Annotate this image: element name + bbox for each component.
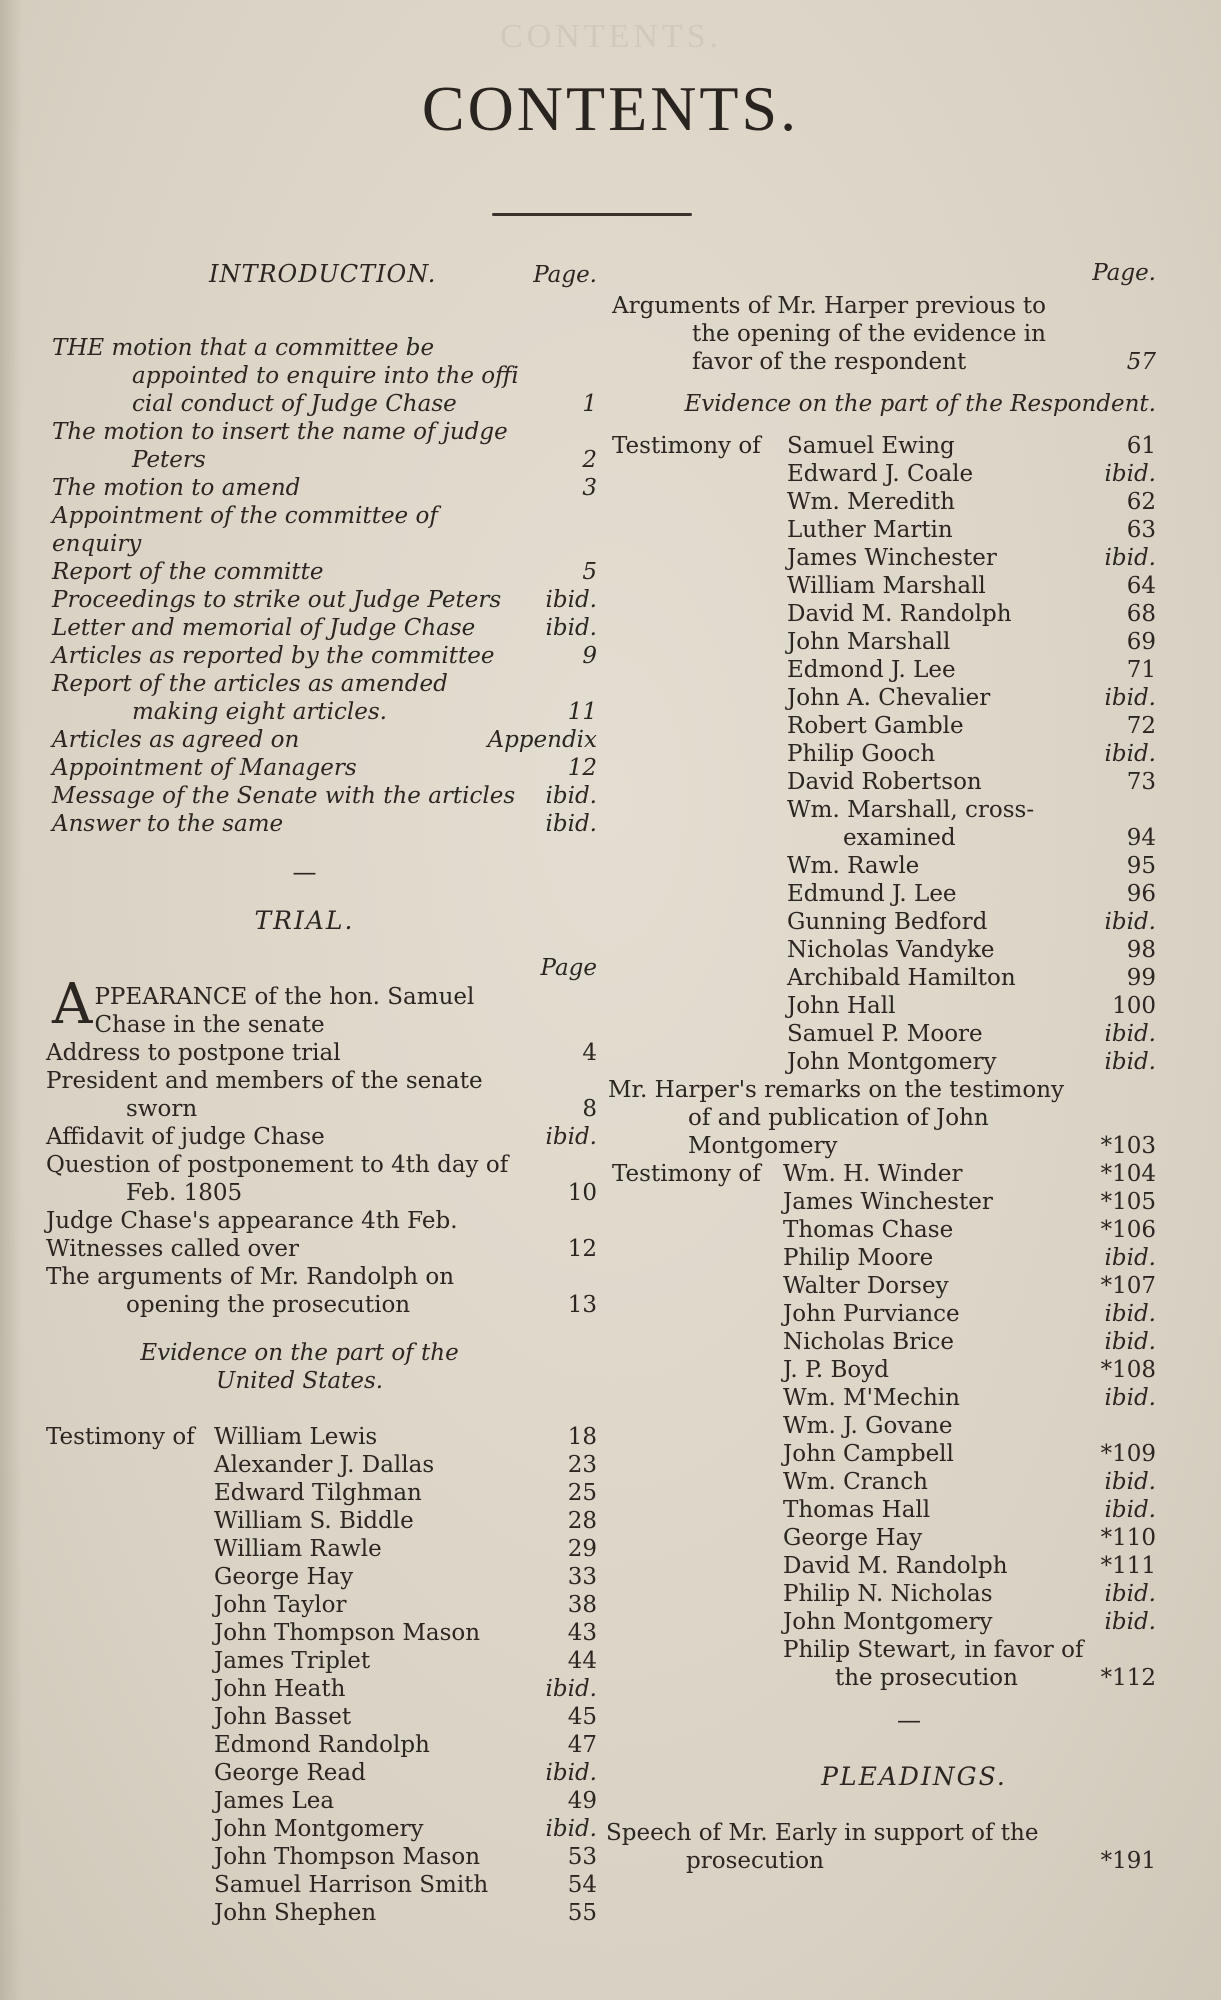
bleed-through-text: CONTENTS. bbox=[500, 18, 723, 55]
list-item: The motion to amend 3 bbox=[52, 475, 597, 501]
page-edge-shadow bbox=[0, 0, 22, 2000]
list-item: Wm. J. Govane bbox=[783, 1413, 953, 1439]
witness-list-us bbox=[214, 1423, 597, 1927]
list-item: George Hay 33 bbox=[214, 1564, 597, 1590]
testimony-second-group bbox=[612, 1160, 1156, 1692]
list-item: The motion to insert the name of judge Peters 2 bbox=[52, 419, 597, 473]
section-divider: — bbox=[897, 1706, 921, 1734]
list-item: Wm. M'Mechin ibid. bbox=[783, 1385, 1156, 1411]
list-item: Proceedings to strike out Judge Peters ibid. bbox=[52, 587, 597, 613]
list-item: William S. Biddle 28 bbox=[214, 1508, 597, 1534]
list-item: Gunning Bedford ibid. bbox=[787, 909, 1156, 935]
evidence-us-heading: Evidence on the part of the United States. bbox=[140, 1340, 459, 1394]
list-item: Edward Tilghman 25 bbox=[214, 1480, 597, 1506]
list-item: Judge Chase's appearance 4th Feb. bbox=[46, 1208, 458, 1234]
list-item: Philip Stewart, in favor of the prosecution *112 bbox=[783, 1637, 1156, 1691]
list-item: Robert Gamble 72 bbox=[787, 713, 1156, 739]
list-item: Witnesses called over 12 bbox=[46, 1236, 597, 1262]
right-column bbox=[606, 260, 1156, 1875]
list-item: William Marshall 64 bbox=[787, 573, 1156, 599]
list-item: Wm. Cranch ibid. bbox=[783, 1469, 1156, 1495]
list-item: Edmund J. Lee 96 bbox=[787, 881, 1156, 907]
list-item: David M. Randolph *111 bbox=[783, 1553, 1156, 1579]
list-item: William Lewis 18 bbox=[214, 1424, 597, 1450]
drop-cap: A bbox=[52, 972, 93, 1037]
list-item: James Lea 49 bbox=[214, 1788, 597, 1814]
list-item: John Heath ibid. bbox=[214, 1676, 597, 1702]
trial-page-label: Page bbox=[540, 955, 597, 981]
list-item: Edmond Randolph 47 bbox=[214, 1732, 597, 1758]
testimony-label: Testimony of bbox=[46, 1424, 195, 1450]
right-header bbox=[612, 260, 1156, 292]
list-item: Arguments of Mr. Harper previous to the opening of the evidence in favor of the respondent 57 bbox=[612, 293, 1156, 375]
witness-list-second bbox=[783, 1160, 1156, 1692]
page-column-label-right: Page. bbox=[1092, 260, 1156, 286]
list-item: John Taylor 38 bbox=[214, 1592, 597, 1618]
list-item: John Montgomery ibid. bbox=[214, 1816, 597, 1842]
list-item: Wm. Marshall, cross-examined 94 bbox=[787, 797, 1156, 851]
list-item: Philip Moore ibid. bbox=[783, 1245, 1156, 1271]
list-item: Samuel P. Moore ibid. bbox=[787, 1021, 1156, 1047]
list-item: John A. Chevalier ibid. bbox=[787, 685, 1156, 711]
list-item: Affidavit of judge Chase ibid. bbox=[46, 1124, 597, 1150]
list-item: Thomas Chase *106 bbox=[783, 1217, 1156, 1243]
list-item: THE motion that a committee be appointed to enquire into the offi cial conduct of Judge Chase 1 bbox=[52, 335, 597, 417]
list-item: Speech of Mr. Early in support of the prosecution *191 bbox=[606, 1820, 1156, 1874]
list-item: John Thompson Mason 43 bbox=[214, 1620, 597, 1646]
testimony-label: Testimony of bbox=[612, 1161, 761, 1187]
list-item: Nicholas Brice ibid. bbox=[783, 1329, 1156, 1355]
list-item: Question of postponement to 4th day of Feb. 1805 10 bbox=[46, 1152, 597, 1206]
trial-list bbox=[46, 1039, 597, 1319]
list-item: Wm. Rawle 95 bbox=[787, 853, 1156, 879]
list-item: Wm. Meredith 62 bbox=[787, 489, 1156, 515]
testimony-label: Testimony of bbox=[612, 433, 761, 459]
list-item: James Winchester ibid. bbox=[787, 545, 1156, 571]
list-item: Edward J. Coale ibid. bbox=[787, 461, 1156, 487]
introduction-heading: INTRODUCTION. bbox=[209, 260, 437, 288]
introduction-list bbox=[52, 334, 597, 838]
list-item: John Montgomery ibid. bbox=[783, 1609, 1156, 1635]
list-item: Address to postpone trial 4 bbox=[46, 1040, 597, 1066]
list-item: Wm. H. Winder *104 bbox=[783, 1161, 1156, 1187]
list-item: Alexander J. Dallas 23 bbox=[214, 1452, 597, 1478]
list-item: John Montgomery ibid. bbox=[787, 1049, 1156, 1075]
list-item: Answer to the same ibid. bbox=[52, 811, 597, 837]
list-item: John Hall 100 bbox=[787, 993, 1156, 1019]
page-column-label: Page. bbox=[533, 262, 597, 288]
list-item: Philip Gooch ibid. bbox=[787, 741, 1156, 767]
list-item: David Robertson 73 bbox=[787, 769, 1156, 795]
testimony-us-group bbox=[46, 1423, 597, 1927]
list-item: Samuel Ewing 61 bbox=[787, 433, 1156, 459]
pleadings-heading: PLEADINGS. bbox=[821, 1762, 1007, 1791]
list-item: Report of the committe 5 bbox=[52, 559, 597, 585]
list-item: J. P. Boyd *108 bbox=[783, 1357, 1156, 1383]
trial-heading: TRIAL. bbox=[254, 906, 355, 935]
evidence-respondent-heading: Evidence on the part of the Respondent. bbox=[684, 391, 1156, 417]
list-item: John Thompson Mason 53 bbox=[214, 1844, 597, 1870]
list-item: James Winchester *105 bbox=[783, 1189, 1156, 1215]
list-item: William Rawle 29 bbox=[214, 1536, 597, 1562]
title-rule bbox=[492, 213, 692, 216]
list-item: Message of the Senate with the articles ibid. bbox=[52, 783, 597, 809]
appearance-entry: APPEARANCE of the hon. Samuel Chase in the senate bbox=[52, 972, 475, 1038]
list-item: John Marshall 69 bbox=[787, 629, 1156, 655]
list-item: Appointment of the committee of enquiry bbox=[52, 503, 438, 557]
list-item: James Triplet 44 bbox=[214, 1648, 597, 1674]
list-item: Mr. Harper's remarks on the testimony of and publication of John Montgomery *103 bbox=[608, 1077, 1156, 1159]
list-item: Articles as agreed on Appendix bbox=[52, 727, 597, 753]
list-item: Archibald Hamilton 99 bbox=[787, 965, 1156, 991]
list-item: Edmond J. Lee 71 bbox=[787, 657, 1156, 683]
list-item: The arguments of Mr. Randolph on opening the prosecution 13 bbox=[46, 1264, 597, 1318]
list-item: John Shephen 55 bbox=[214, 1900, 597, 1926]
list-item: George Hay *110 bbox=[783, 1525, 1156, 1551]
list-item: Appointment of Managers 12 bbox=[52, 755, 597, 781]
list-item: George Read ibid. bbox=[214, 1760, 597, 1786]
list-item: Nicholas Vandyke 98 bbox=[787, 937, 1156, 963]
page-title: CONTENTS. bbox=[421, 73, 800, 144]
witness-list-respondent bbox=[787, 432, 1156, 1076]
list-item: President and members of the senate sworn 8 bbox=[46, 1068, 597, 1122]
list-item: Report of the articles as amended making eight articles. 11 bbox=[52, 671, 597, 725]
section-divider: — bbox=[292, 858, 317, 886]
list-item: John Basset 45 bbox=[214, 1704, 597, 1730]
list-item: Philip N. Nicholas ibid. bbox=[783, 1581, 1156, 1607]
list-item: David M. Randolph 68 bbox=[787, 601, 1156, 627]
list-item: Luther Martin 63 bbox=[787, 517, 1156, 543]
list-item: John Campbell *109 bbox=[783, 1441, 1156, 1467]
list-item: Thomas Hall ibid. bbox=[783, 1497, 1156, 1523]
left-column bbox=[46, 260, 597, 1927]
list-item: Letter and memorial of Judge Chase ibid. bbox=[52, 615, 597, 641]
testimony-respondent-group bbox=[612, 432, 1156, 1076]
list-item: Walter Dorsey *107 bbox=[783, 1273, 1156, 1299]
introduction-header bbox=[52, 260, 597, 292]
list-item: John Purviance ibid. bbox=[783, 1301, 1156, 1327]
list-item: Articles as reported by the committee 9 bbox=[52, 643, 597, 669]
list-item: Samuel Harrison Smith 54 bbox=[214, 1872, 597, 1898]
